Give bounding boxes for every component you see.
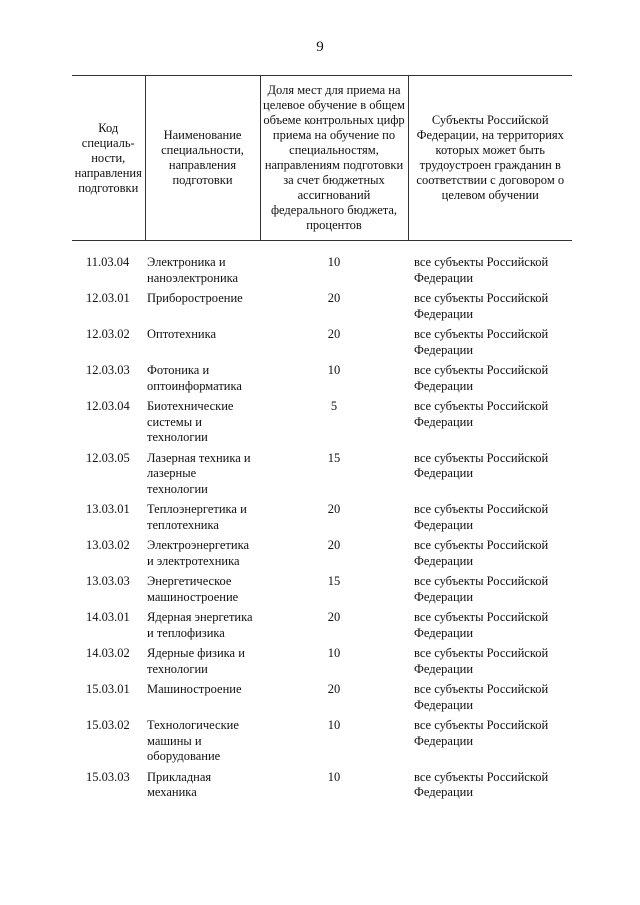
subject-cell: все субъекты Российской Федерации (414, 399, 549, 429)
subject-cell: все субъекты Российской Федерации (414, 502, 549, 532)
share-cell: 20 (327, 610, 341, 624)
table-row (72, 770, 572, 806)
subject-cell: все субъекты Российской Федерации (414, 682, 549, 712)
code-cell: 13.03.03 (86, 574, 130, 588)
subject-cell: все субъекты Российской Федерации (414, 718, 549, 748)
table-row (72, 363, 572, 399)
subject-cell: все субъекты Российской Федерации (414, 327, 549, 357)
name-cell: Ядерная энергетика и теплофизика (147, 610, 253, 640)
name-cell: Фотоника и оптоинформатика (147, 363, 242, 393)
header-name: Наименование специальности, направления подготовки (145, 76, 260, 241)
share-cell: 10 (327, 646, 341, 660)
share-cell: 15 (327, 450, 341, 465)
code-cell: 15.03.01 (86, 682, 130, 696)
table-row (72, 610, 572, 646)
subject-cell: все субъекты Российской Федерации (414, 450, 549, 480)
name-cell: Технологические машины и оборудование (147, 718, 239, 763)
name-cell: Биотехнические системы и технологии (147, 399, 234, 444)
subject-cell: все субъекты Российской Федерации (414, 291, 549, 321)
table-row (72, 291, 572, 327)
code-cell: 14.03.02 (86, 646, 130, 660)
share-cell: 5 (330, 399, 338, 413)
table-row (72, 451, 572, 503)
name-cell: Ядерные физика и технологии (147, 646, 245, 676)
share-cell: 20 (327, 291, 341, 305)
name-cell: Лазерная техника и лазерные технологии (147, 450, 251, 496)
header-code: Код специаль-ности, направления подготовки (74, 120, 142, 195)
code-cell: 13.03.02 (86, 538, 130, 552)
share-cell: 20 (327, 502, 341, 516)
table-row (72, 682, 572, 718)
code-cell: 14.03.01 (86, 610, 130, 624)
name-cell: Машиностроение (147, 682, 242, 696)
name-cell: Электроэнергетика и электротехника (147, 538, 249, 568)
subject-cell: все субъекты Российской Федерации (414, 574, 549, 604)
table-row (72, 538, 572, 574)
code-cell: 15.03.03 (86, 769, 130, 784)
header-subject: Субъекты Российской Федерации, на территориях которых может быть трудоустроен гражданин в соответствии с договором о целевом обучении (408, 76, 572, 241)
subject-cell: все субъекты Российской Федерации (414, 538, 549, 568)
code-cell: 12.03.02 (86, 327, 130, 341)
name-cell: Электроника и наноэлектроника (147, 255, 239, 285)
subject-cell: все субъекты Российской Федерации (414, 769, 549, 799)
code-cell: 12.03.04 (86, 399, 130, 413)
table-row (72, 502, 572, 538)
share-cell: 10 (327, 363, 341, 377)
share-cell: 20 (327, 327, 341, 341)
code-cell: 11.03.04 (86, 255, 130, 269)
subject-cell: все субъекты Российской Федерации (414, 255, 549, 285)
table-row (72, 574, 572, 610)
share-cell: 20 (327, 538, 341, 552)
table-row (72, 327, 572, 363)
table-body (72, 241, 572, 806)
code-cell: 12.03.05 (86, 450, 130, 465)
table-header (72, 76, 572, 241)
page-number: 9 (316, 39, 324, 55)
table-row (72, 241, 572, 292)
table-row (72, 718, 572, 770)
share-cell: 10 (327, 255, 341, 269)
name-cell: Оптотехника (147, 327, 217, 341)
table-row (72, 399, 572, 451)
code-cell: 13.03.01 (86, 502, 130, 516)
share-cell: 10 (327, 718, 341, 732)
code-cell: 12.03.03 (86, 363, 130, 377)
name-cell: Теплоэнергетика и теплотехника (147, 502, 247, 532)
code-cell: 15.03.02 (86, 718, 130, 732)
quota-table (72, 75, 572, 806)
code-cell: 12.03.01 (86, 291, 130, 305)
header-share: Доля мест для приема на целевое обучение в общем объеме контрольных цифр приема на обучение по специальностям, направлениям подготовки за счет бюджетных ассигнований федерального бюджета, процентов (260, 76, 408, 241)
subject-cell: все субъекты Российской Федерации (414, 363, 549, 393)
subject-cell: все субъекты Российской Федерации (414, 610, 549, 640)
name-cell: Энергетическое машиностроение (147, 574, 239, 604)
name-cell: Прикладная механика (147, 769, 212, 799)
share-cell: 15 (327, 574, 341, 588)
subject-cell: все субъекты Российской Федерации (414, 646, 549, 676)
share-cell: 20 (327, 682, 341, 696)
table-row (72, 646, 572, 682)
share-cell: 10 (327, 769, 341, 784)
name-cell: Приборостроение (147, 291, 243, 305)
